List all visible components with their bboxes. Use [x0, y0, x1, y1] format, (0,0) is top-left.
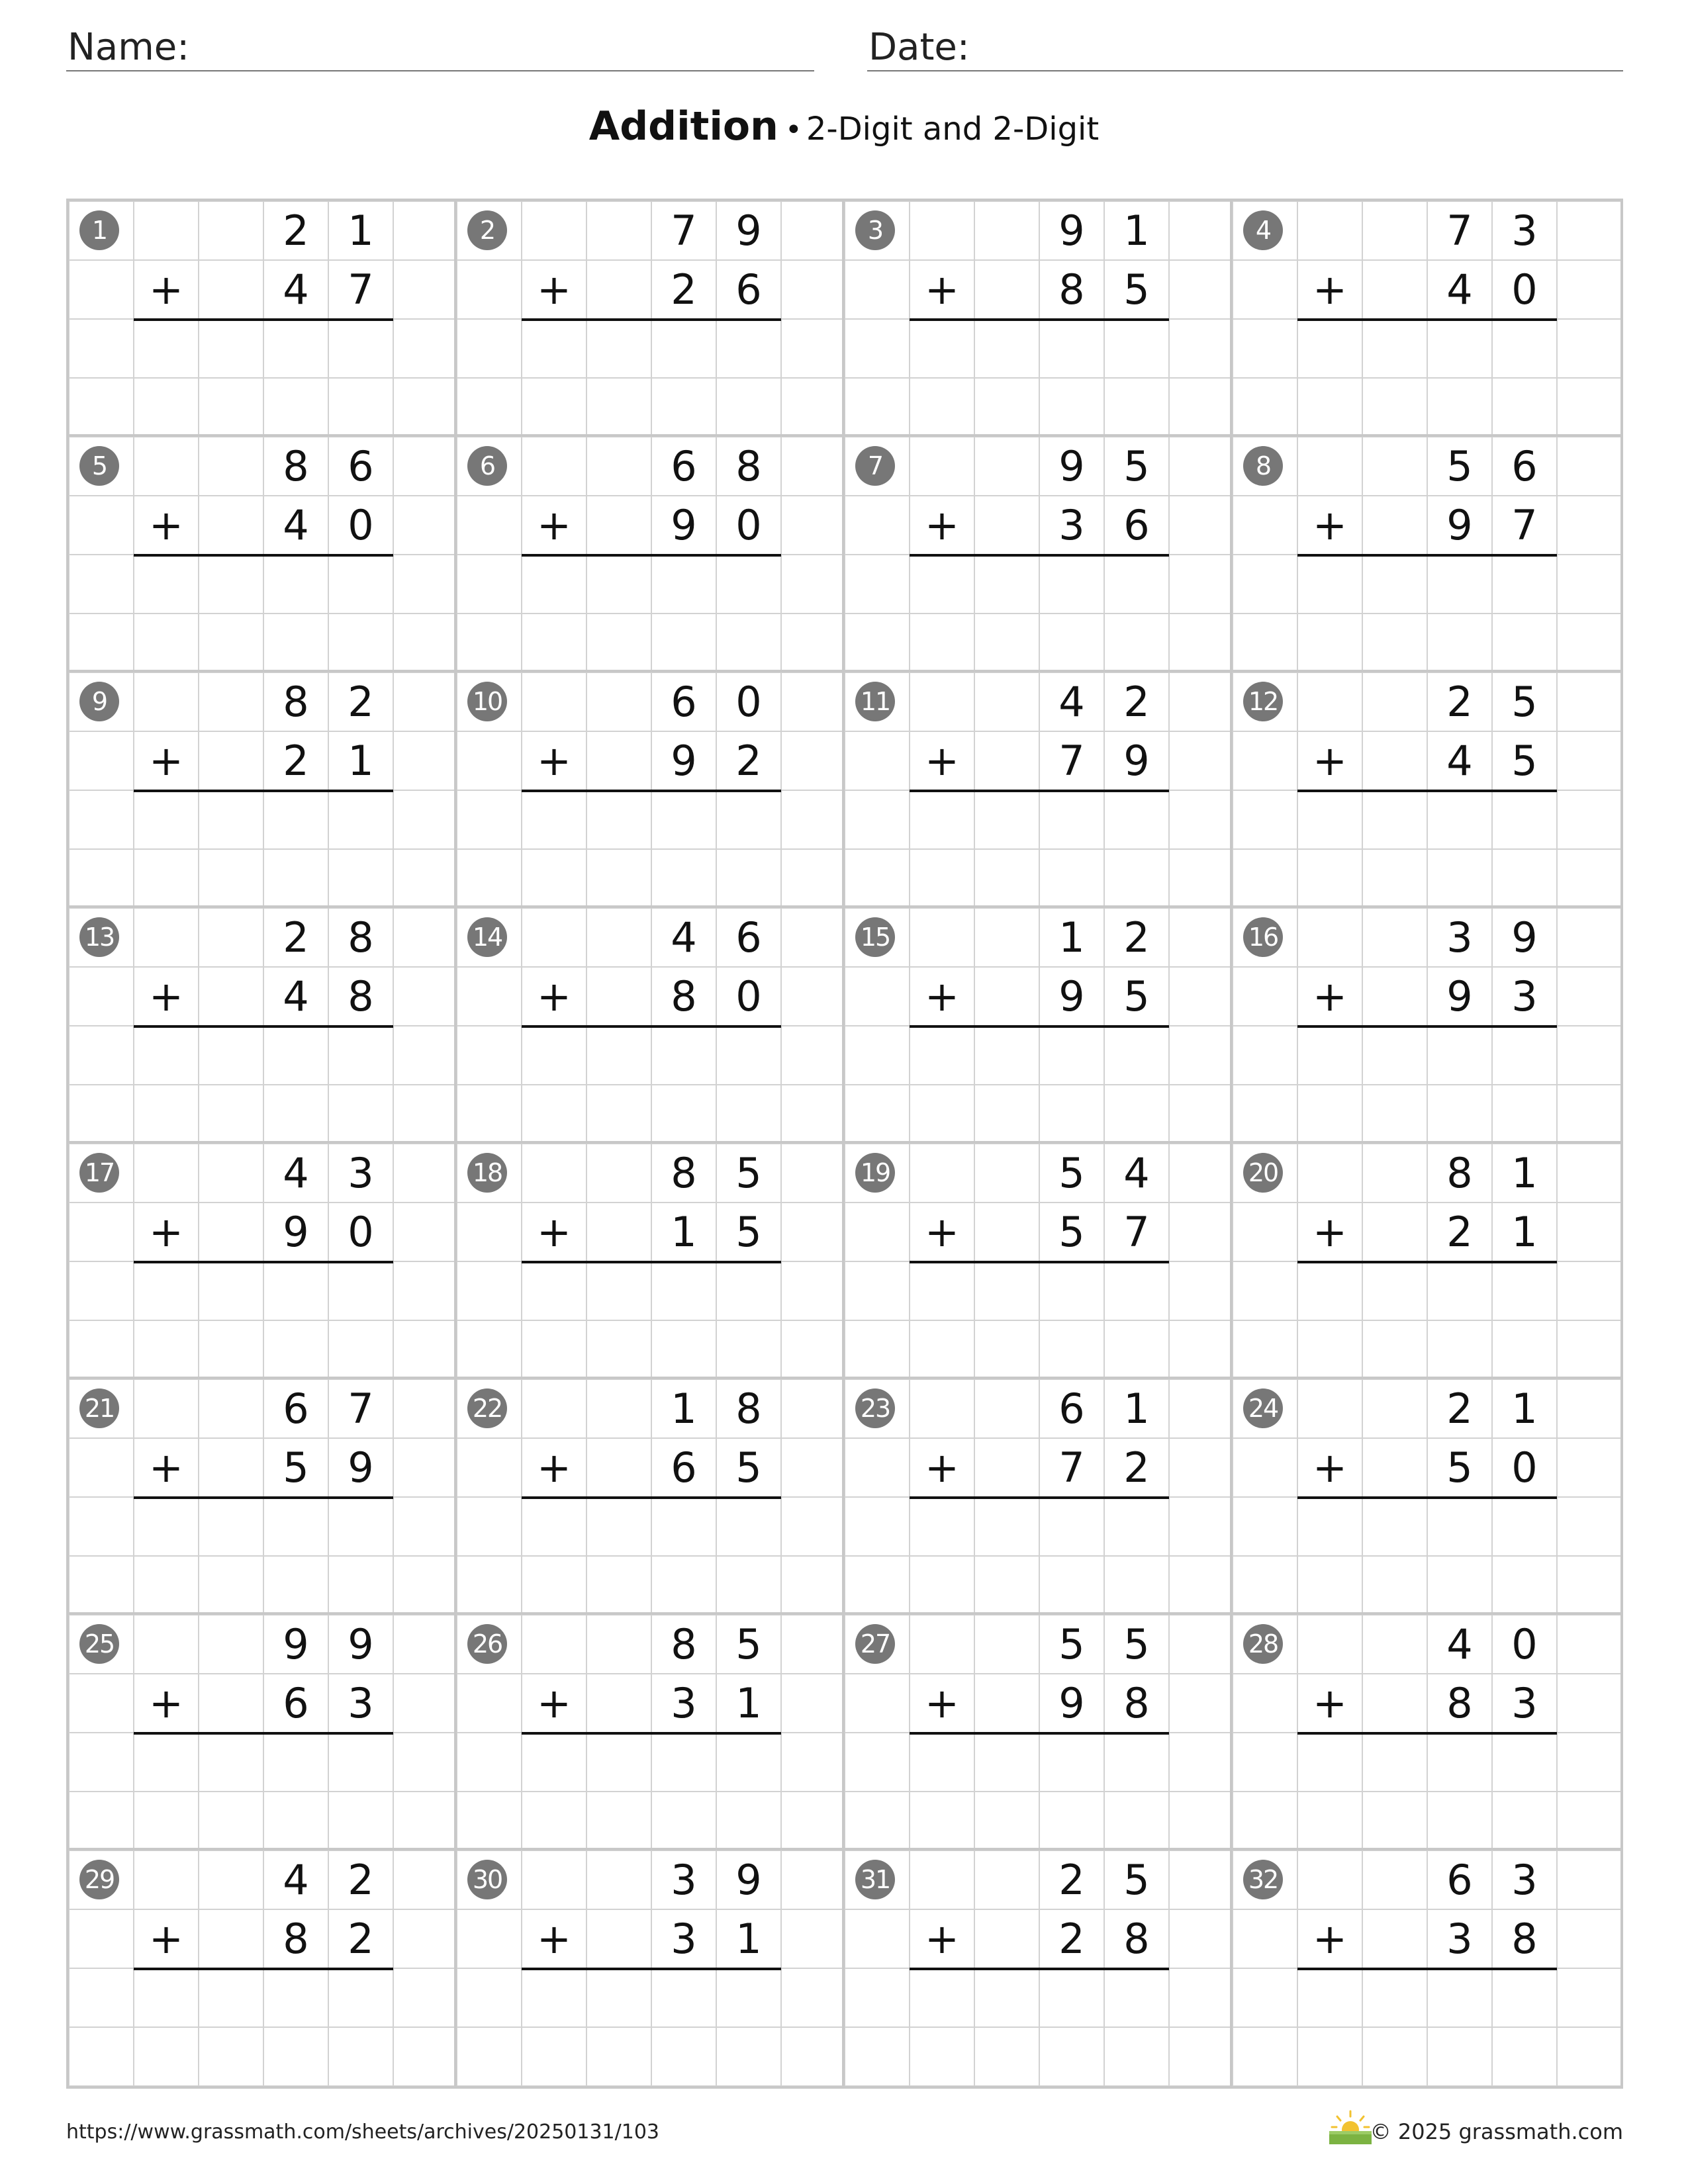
answer-area[interactable] [1297, 321, 1557, 433]
problem-number-badge: 21 [79, 1388, 119, 1428]
answer-area[interactable] [1297, 1735, 1557, 1847]
addend-bottom-tens: 2 [283, 737, 309, 785]
addend-top-ones: 5 [1511, 678, 1538, 726]
answer-area[interactable] [522, 1970, 781, 2083]
answer-area[interactable] [1297, 1499, 1557, 1612]
addend-top-ones: 1 [1511, 1149, 1538, 1197]
addend-top-tens: 5 [1058, 1620, 1085, 1668]
problem-number-badge: 9 [79, 682, 119, 721]
problem-8 [1233, 437, 1620, 672]
addend-top-ones: 8 [735, 1385, 762, 1433]
addend-bottom-tens: 9 [1058, 1679, 1085, 1727]
title-separator: • [784, 113, 802, 147]
date-field[interactable] [867, 24, 1623, 71]
plus-sign: + [1313, 501, 1347, 549]
addend-top-ones: 1 [1123, 206, 1150, 255]
problem-number-badge: 19 [855, 1153, 895, 1193]
plus-sign: + [925, 501, 959, 549]
problem-2 [457, 201, 845, 437]
addend-top-tens: 4 [283, 1149, 309, 1197]
answer-area[interactable] [522, 1028, 781, 1140]
addend-bottom-tens: 8 [283, 1915, 309, 1963]
addend-top-ones: 2 [348, 1856, 374, 1904]
addend-bottom-tens: 2 [1058, 1915, 1085, 1963]
answer-area[interactable] [910, 1028, 1169, 1140]
problem-number-badge: 28 [1243, 1624, 1283, 1664]
plus-sign: + [925, 972, 959, 1021]
addend-top-tens: 8 [671, 1149, 697, 1197]
answer-area[interactable] [1297, 1970, 1557, 2083]
problem-25 [69, 1615, 457, 1850]
addend-top-tens: 8 [671, 1620, 697, 1668]
problem-11 [845, 672, 1233, 908]
addend-top-tens: 2 [283, 913, 309, 962]
problem-24 [1233, 1379, 1620, 1615]
addend-bottom-tens: 4 [1446, 265, 1473, 314]
addend-top-ones: 9 [1511, 913, 1538, 962]
answer-area[interactable] [910, 1499, 1169, 1612]
addend-bottom-tens: 9 [1446, 972, 1473, 1021]
title-subtitle: 2-Digit and 2-Digit [806, 111, 1100, 148]
problem-7 [845, 437, 1233, 672]
addend-bottom-ones: 0 [1511, 265, 1538, 314]
answer-area[interactable] [1297, 557, 1557, 669]
problem-27 [845, 1615, 1233, 1850]
addend-bottom-ones: 3 [1511, 1679, 1538, 1727]
addend-bottom-tens: 8 [1058, 265, 1085, 314]
problem-number-badge: 2 [467, 210, 507, 250]
addend-bottom-ones: 3 [348, 1679, 374, 1727]
answer-area[interactable] [134, 1970, 393, 2083]
plus-sign: + [925, 265, 959, 314]
addend-top-tens: 6 [671, 442, 697, 490]
addend-bottom-tens: 5 [1446, 1443, 1473, 1492]
problem-19 [845, 1144, 1233, 1379]
addend-bottom-ones: 2 [348, 1915, 374, 1963]
addend-bottom-ones: 1 [1511, 1208, 1538, 1256]
answer-area[interactable] [522, 557, 781, 669]
problem-number-badge: 26 [467, 1624, 507, 1664]
addend-top-tens: 6 [1058, 1385, 1085, 1433]
problem-number-badge: 16 [1243, 917, 1283, 957]
addend-bottom-ones: 3 [1511, 972, 1538, 1021]
addend-bottom-tens: 1 [671, 1208, 697, 1256]
addend-bottom-ones: 6 [1123, 501, 1150, 549]
addend-top-tens: 8 [283, 678, 309, 726]
addend-bottom-tens: 3 [1446, 1915, 1473, 1963]
addend-top-tens: 4 [671, 913, 697, 962]
problem-26 [457, 1615, 845, 1850]
addend-top-tens: 3 [671, 1856, 697, 1904]
problem-30 [457, 1850, 845, 2086]
problem-12 [1233, 672, 1620, 908]
plus-sign: + [1313, 737, 1347, 785]
problem-20 [1233, 1144, 1620, 1379]
addend-top-ones: 5 [1123, 1856, 1150, 1904]
plus-sign: + [1313, 1208, 1347, 1256]
problem-23 [845, 1379, 1233, 1615]
addend-bottom-ones: 7 [1123, 1208, 1150, 1256]
plus-sign: + [537, 1208, 571, 1256]
answer-area[interactable] [522, 1735, 781, 1847]
plus-sign: + [537, 501, 571, 549]
addend-top-ones: 9 [735, 206, 762, 255]
problem-number-badge: 10 [467, 682, 507, 721]
problem-number-badge: 32 [1243, 1860, 1283, 1899]
plus-sign: + [1313, 972, 1347, 1021]
plus-sign: + [925, 737, 959, 785]
plus-sign: + [149, 972, 183, 1021]
addend-top-tens: 3 [1446, 913, 1473, 962]
addend-top-ones: 5 [1123, 1620, 1150, 1668]
answer-area[interactable] [134, 1263, 393, 1376]
answer-area[interactable] [910, 792, 1169, 905]
problem-21 [69, 1379, 457, 1615]
plus-sign: + [925, 1679, 959, 1727]
addend-bottom-tens: 8 [1446, 1679, 1473, 1727]
addend-bottom-tens: 9 [671, 737, 697, 785]
problem-number-badge: 1 [79, 210, 119, 250]
problem-4 [1233, 201, 1620, 437]
name-field[interactable] [66, 24, 814, 71]
addend-bottom-ones: 7 [348, 265, 374, 314]
addend-bottom-ones: 0 [348, 501, 374, 549]
addend-top-ones: 9 [735, 1856, 762, 1904]
problem-number-badge: 24 [1243, 1388, 1283, 1428]
addend-bottom-ones: 0 [1511, 1443, 1538, 1492]
problem-number-badge: 15 [855, 917, 895, 957]
addend-bottom-tens: 7 [1058, 737, 1085, 785]
problem-number-badge: 20 [1243, 1153, 1283, 1193]
answer-area[interactable] [910, 1263, 1169, 1376]
addend-top-tens: 5 [1058, 1149, 1085, 1197]
addend-top-ones: 3 [1511, 1856, 1538, 1904]
answer-area[interactable] [522, 1263, 781, 1376]
addend-top-ones: 9 [348, 1620, 374, 1668]
plus-sign: + [537, 265, 571, 314]
addend-top-ones: 2 [1123, 913, 1150, 962]
problem-number-badge: 6 [467, 446, 507, 486]
problem-grid [66, 199, 1623, 2089]
plus-sign: + [537, 972, 571, 1021]
answer-area[interactable] [134, 1028, 393, 1140]
title-main: Addition [588, 103, 778, 150]
plus-sign: + [149, 1915, 183, 1963]
addend-bottom-tens: 5 [283, 1443, 309, 1492]
problem-10 [457, 672, 845, 908]
answer-area[interactable] [522, 321, 781, 433]
problem-number-badge: 8 [1243, 446, 1283, 486]
addend-top-tens: 9 [1058, 442, 1085, 490]
plus-sign: + [925, 1443, 959, 1492]
addend-bottom-ones: 5 [1123, 265, 1150, 314]
addend-bottom-ones: 5 [1511, 737, 1538, 785]
addend-top-ones: 6 [1511, 442, 1538, 490]
addend-bottom-tens: 8 [671, 972, 697, 1021]
answer-area[interactable] [134, 557, 393, 669]
answer-area[interactable] [522, 1499, 781, 1612]
plus-sign: + [1313, 1443, 1347, 1492]
plus-sign: + [1313, 1679, 1347, 1727]
answer-area[interactable] [1297, 1028, 1557, 1140]
addend-top-ones: 0 [735, 678, 762, 726]
problem-number-badge: 22 [467, 1388, 507, 1428]
problem-15 [845, 908, 1233, 1144]
addend-bottom-ones: 8 [1123, 1915, 1150, 1963]
problem-29 [69, 1850, 457, 2086]
addend-top-tens: 1 [671, 1385, 697, 1433]
addend-bottom-ones: 5 [735, 1443, 762, 1492]
problem-16 [1233, 908, 1620, 1144]
plus-sign: + [925, 1915, 959, 1963]
problem-18 [457, 1144, 845, 1379]
addend-bottom-tens: 3 [1058, 501, 1085, 549]
problem-number-badge: 23 [855, 1388, 895, 1428]
plus-sign: + [537, 1443, 571, 1492]
problem-3 [845, 201, 1233, 437]
answer-area[interactable] [910, 1735, 1169, 1847]
addend-bottom-ones: 0 [348, 1208, 374, 1256]
problem-6 [457, 437, 845, 672]
addend-top-tens: 8 [283, 442, 309, 490]
plus-sign: + [1313, 1915, 1347, 1963]
addend-bottom-tens: 6 [283, 1679, 309, 1727]
footer-url: https://www.grassmath.com/sheets/archives/20250131/103 [66, 2120, 660, 2144]
answer-area[interactable] [1297, 1263, 1557, 1376]
addend-top-ones: 3 [348, 1149, 374, 1197]
addend-top-tens: 8 [1446, 1149, 1473, 1197]
plus-sign: + [149, 1443, 183, 1492]
addend-bottom-tens: 9 [671, 501, 697, 549]
addend-bottom-ones: 9 [1123, 737, 1150, 785]
problem-number-badge: 27 [855, 1624, 895, 1664]
addend-bottom-ones: 0 [735, 501, 762, 549]
addend-top-ones: 1 [1123, 1385, 1150, 1433]
addend-top-ones: 1 [1511, 1385, 1538, 1433]
problem-number-badge: 7 [855, 446, 895, 486]
problem-number-badge: 5 [79, 446, 119, 486]
addend-top-ones: 4 [1123, 1149, 1150, 1197]
problem-31 [845, 1850, 1233, 2086]
addend-top-ones: 8 [735, 442, 762, 490]
problem-number-badge: 30 [467, 1860, 507, 1899]
addend-top-tens: 5 [1446, 442, 1473, 490]
problem-9 [69, 672, 457, 908]
addend-top-ones: 6 [735, 913, 762, 962]
plus-sign: + [149, 737, 183, 785]
answer-area[interactable] [910, 557, 1169, 669]
addend-bottom-tens: 5 [1058, 1208, 1085, 1256]
date-label: Date: [868, 26, 970, 69]
addend-top-ones: 5 [1123, 442, 1150, 490]
addend-top-tens: 6 [671, 678, 697, 726]
plus-sign: + [149, 1208, 183, 1256]
addend-bottom-ones: 1 [735, 1679, 762, 1727]
problem-32 [1233, 1850, 1620, 2086]
problem-number-badge: 25 [79, 1624, 119, 1664]
addend-bottom-ones: 8 [348, 972, 374, 1021]
addend-top-tens: 9 [1058, 206, 1085, 255]
problem-number-badge: 14 [467, 917, 507, 957]
addend-bottom-ones: 5 [735, 1208, 762, 1256]
answer-area[interactable] [1297, 792, 1557, 905]
addend-bottom-tens: 7 [1058, 1443, 1085, 1492]
addend-top-ones: 2 [348, 678, 374, 726]
addend-bottom-tens: 4 [283, 972, 309, 1021]
addend-bottom-ones: 6 [735, 265, 762, 314]
addend-bottom-tens: 9 [283, 1208, 309, 1256]
answer-area[interactable] [522, 792, 781, 905]
addend-top-ones: 7 [348, 1385, 374, 1433]
addend-bottom-tens: 9 [1446, 501, 1473, 549]
addend-top-tens: 9 [283, 1620, 309, 1668]
addend-bottom-tens: 3 [671, 1679, 697, 1727]
addend-top-ones: 3 [1511, 206, 1538, 255]
addend-top-tens: 1 [1058, 913, 1085, 962]
addend-top-ones: 5 [735, 1620, 762, 1668]
addend-top-tens: 2 [1446, 1385, 1473, 1433]
problem-number-badge: 12 [1243, 682, 1283, 721]
addend-top-tens: 4 [283, 1856, 309, 1904]
addend-bottom-ones: 9 [348, 1443, 374, 1492]
addend-bottom-tens: 4 [283, 265, 309, 314]
addend-top-tens: 2 [1446, 678, 1473, 726]
addend-top-ones: 8 [348, 913, 374, 962]
answer-area[interactable] [134, 321, 393, 433]
addend-top-ones: 0 [1511, 1620, 1538, 1668]
addend-bottom-tens: 3 [671, 1915, 697, 1963]
sun-over-grass-icon [1327, 2109, 1374, 2146]
addend-bottom-tens: 6 [671, 1443, 697, 1492]
addend-bottom-tens: 4 [1446, 737, 1473, 785]
addend-top-tens: 2 [1058, 1856, 1085, 1904]
problem-1 [69, 201, 457, 437]
addend-bottom-ones: 5 [1123, 972, 1150, 1021]
answer-area[interactable] [910, 1970, 1169, 2083]
problem-number-badge: 17 [79, 1153, 119, 1193]
problem-number-badge: 11 [855, 682, 895, 721]
addend-bottom-ones: 8 [1123, 1679, 1150, 1727]
plus-sign: + [925, 1208, 959, 1256]
addend-bottom-tens: 2 [671, 265, 697, 314]
plus-sign: + [149, 501, 183, 549]
plus-sign: + [1313, 265, 1347, 314]
problem-number-badge: 18 [467, 1153, 507, 1193]
name-label: Name: [68, 26, 190, 69]
addend-top-tens: 6 [283, 1385, 309, 1433]
addend-top-ones: 1 [348, 206, 374, 255]
addend-bottom-tens: 2 [1446, 1208, 1473, 1256]
problem-number-badge: 13 [79, 917, 119, 957]
problem-number-badge: 29 [79, 1860, 119, 1899]
plus-sign: + [537, 737, 571, 785]
problem-13 [69, 908, 457, 1144]
addend-top-ones: 2 [1123, 678, 1150, 726]
addend-bottom-tens: 4 [283, 501, 309, 549]
addend-bottom-ones: 1 [735, 1915, 762, 1963]
problem-number-badge: 3 [855, 210, 895, 250]
answer-area[interactable] [134, 792, 393, 905]
problem-28 [1233, 1615, 1620, 1850]
problem-5 [69, 437, 457, 672]
problem-17 [69, 1144, 457, 1379]
addend-bottom-tens: 9 [1058, 972, 1085, 1021]
problem-14 [457, 908, 845, 1144]
addend-top-tens: 4 [1446, 1620, 1473, 1668]
addend-bottom-ones: 7 [1511, 501, 1538, 549]
answer-area[interactable] [134, 1499, 393, 1612]
plus-sign: + [149, 265, 183, 314]
plus-sign: + [537, 1915, 571, 1963]
addend-bottom-ones: 2 [1123, 1443, 1150, 1492]
problem-22 [457, 1379, 845, 1615]
addend-top-tens: 7 [671, 206, 697, 255]
worksheet-title [0, 103, 1688, 150]
addend-top-tens: 6 [1446, 1856, 1473, 1904]
plus-sign: + [537, 1679, 571, 1727]
addend-bottom-ones: 2 [735, 737, 762, 785]
problem-number-badge: 31 [855, 1860, 895, 1899]
addend-bottom-ones: 8 [1511, 1915, 1538, 1963]
addend-top-tens: 2 [283, 206, 309, 255]
answer-area[interactable] [910, 321, 1169, 433]
addend-top-ones: 5 [735, 1149, 762, 1197]
plus-sign: + [149, 1679, 183, 1727]
addend-top-ones: 6 [348, 442, 374, 490]
addend-top-tens: 4 [1058, 678, 1085, 726]
answer-area[interactable] [134, 1735, 393, 1847]
problem-number-badge: 4 [1243, 210, 1283, 250]
addend-bottom-ones: 1 [348, 737, 374, 785]
footer-copyright: © 2025 grassmath.com [1370, 2119, 1623, 2144]
addend-top-tens: 7 [1446, 206, 1473, 255]
addend-bottom-ones: 0 [735, 972, 762, 1021]
